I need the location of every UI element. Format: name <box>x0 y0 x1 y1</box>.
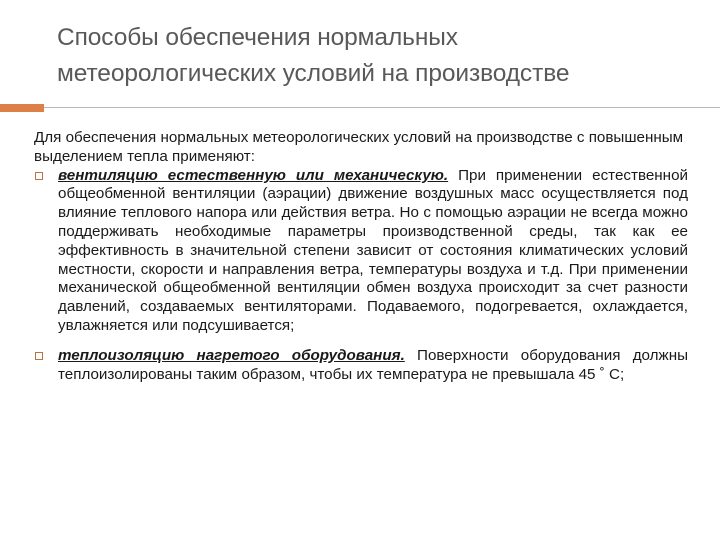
bullet-term: теплоизоляцию нагретого оборудования. <box>58 346 405 364</box>
bullet-text: При применении естественной общеобменной вентиляции (аэрации) движение воздушных масс осуществляется под влияние теплового напора или действия ветра. Но с помощью аэрации не всегда можно поддерживать необходимые параметры производственной среды, так как ее эффективность в значительной степени зависит от состояния климатических условий местности, скорости и направления ветра, температуры воздуха и т.д. При применении механической общеобменной вентиляции обмен воздуха происходит за счет разности давлений, создаваемых вентиляторами. Подаваемого, подогревается, охлаждается, увлажняется или подсушивается; <box>58 166 689 334</box>
bullet-item-insulation <box>34 347 688 385</box>
slide-body <box>34 129 688 384</box>
slide-title <box>57 20 707 92</box>
accent-bar <box>0 104 44 112</box>
title-divider <box>44 107 720 108</box>
intro-paragraph: Для обеспечения нормальных метеорологических условий на производстве с повышенным выделением тепла применяют: <box>34 129 684 165</box>
square-bullet-icon <box>35 352 43 360</box>
bullet-term: вентиляцию естественную или механическую. <box>58 166 449 184</box>
slide-title-line-2: метеорологических условий на производстве <box>57 60 570 87</box>
bullet-text: Поверхности оборудования должны теплоизолированы таким образом, чтобы их температура не превышала 45 ˚ С; <box>58 346 688 383</box>
bullet-item-ventilation <box>34 167 688 336</box>
square-bullet-icon <box>35 172 43 180</box>
slide-title-line-1: Способы обеспечения нормальных <box>57 24 458 51</box>
